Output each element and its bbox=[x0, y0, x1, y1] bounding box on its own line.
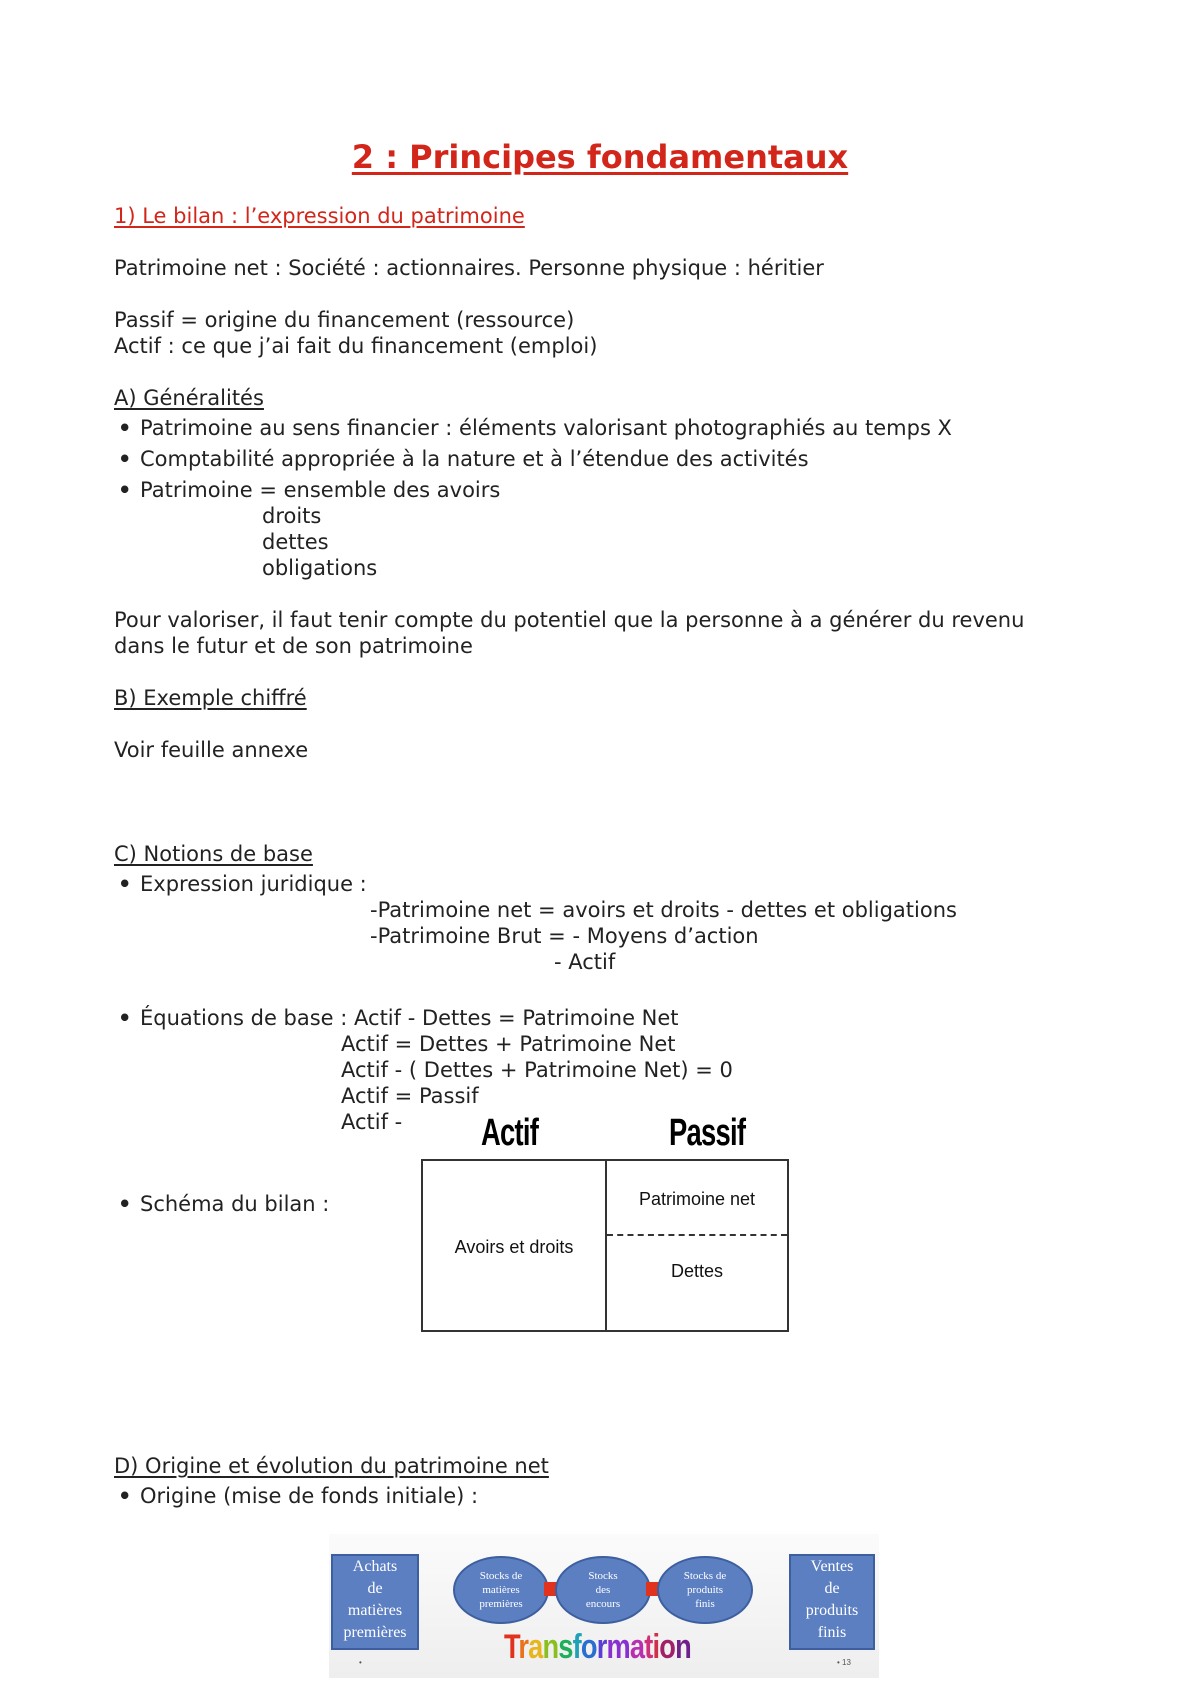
sub-item-droits: droits bbox=[262, 504, 322, 528]
list-item: • Schéma du bilan : bbox=[140, 1192, 329, 1216]
text-passif: Passif = origine du financement (ressource) bbox=[114, 308, 575, 332]
flow-ventes-box bbox=[789, 1554, 875, 1650]
flow-slide-number: • 13 bbox=[837, 1658, 851, 1667]
banner-letter: m bbox=[606, 1628, 630, 1666]
equation-line: Actif = Dettes + Patrimoine Net bbox=[341, 1032, 676, 1056]
flow-text: des bbox=[595, 1584, 611, 1596]
section-heading-bilan: 1) Le bilan : l’expression du patrimoine bbox=[114, 204, 525, 228]
list-item: • Expression juridique : bbox=[140, 872, 367, 896]
flow-text: matières bbox=[482, 1584, 520, 1596]
flow-text: produits bbox=[805, 1602, 859, 1619]
list-item: • Patrimoine = ensemble des avoirs bbox=[140, 478, 500, 502]
banner-letter: s bbox=[558, 1628, 573, 1666]
banner-letter: f bbox=[572, 1628, 581, 1666]
banner-letter: t bbox=[644, 1628, 653, 1666]
flow-stocks-matieres-oval bbox=[453, 1556, 549, 1624]
flow-text: de bbox=[367, 1580, 383, 1597]
banner-letter: r bbox=[596, 1628, 607, 1666]
heading-origine-evolution: D) Origine et évolution du patrimoine net bbox=[114, 1454, 549, 1478]
equation-line: Actif = Passif bbox=[341, 1084, 479, 1108]
slide-number-text: 13 bbox=[842, 1658, 851, 1667]
sub-item-dettes: dettes bbox=[262, 530, 329, 554]
banner-letter: i bbox=[652, 1628, 660, 1666]
banner-letter: o bbox=[659, 1628, 676, 1666]
flow-text: Stocks bbox=[588, 1570, 618, 1582]
schema-dettes: Dettes bbox=[670, 1261, 724, 1281]
heading-exemple-chiffre: B) Exemple chiffré bbox=[114, 686, 307, 710]
flow-text: de bbox=[824, 1580, 840, 1597]
schema-passif-label: Passif bbox=[669, 1112, 746, 1154]
list-item: • Patrimoine au sens financier : éléments valorisant photographiés au temps X bbox=[140, 416, 952, 440]
juridique-line: - Actif bbox=[554, 950, 616, 974]
list-item: • Origine (mise de fonds initiale) : bbox=[140, 1484, 478, 1508]
banner-letter: o bbox=[580, 1628, 597, 1666]
heading-notions-de-base: C) Notions de base bbox=[114, 842, 313, 866]
paragraph-valoriser: Pour valoriser, il faut tenir compte du potentiel que la personne à a générer du revenu bbox=[114, 608, 1025, 632]
paragraph-valoriser-cont: dans le futur et de son patrimoine bbox=[114, 634, 473, 658]
list-item: • Équations de base : Actif - Dettes = Patrimoine Net bbox=[140, 1006, 679, 1030]
flow-achats-box bbox=[331, 1554, 419, 1650]
equation-line: Actif - bbox=[341, 1110, 403, 1134]
flow-text: matières bbox=[347, 1602, 403, 1619]
flow-bullet-mark: • bbox=[359, 1658, 362, 1667]
text-actif: Actif : ce que j’ai fait du financement (emploi) bbox=[114, 334, 598, 358]
heading-generalites: A) Généralités bbox=[114, 386, 264, 410]
flow-transformation-banner bbox=[504, 1628, 691, 1667]
banner-letter: a bbox=[528, 1628, 543, 1666]
list-item: • Comptabilité appropriée à la nature et à l’étendue des activités bbox=[140, 447, 809, 471]
flow-text: encours bbox=[585, 1598, 621, 1610]
banner-letter: n bbox=[675, 1628, 691, 1666]
banner-letter: n bbox=[542, 1628, 559, 1666]
schema-avoirs-droits: Avoirs et droits bbox=[454, 1237, 574, 1257]
page-title: 2 : Principes fondamentaux bbox=[351, 138, 849, 176]
equation-line: Actif - ( Dettes + Patrimoine Net) = 0 bbox=[341, 1058, 733, 1082]
flow-text: premières bbox=[479, 1598, 523, 1610]
text-voir-annexe: Voir feuille annexe bbox=[114, 738, 309, 762]
schema-divider bbox=[605, 1161, 607, 1330]
flow-text: Achats bbox=[352, 1558, 398, 1575]
flow-text: premières bbox=[343, 1624, 407, 1641]
balance-sheet-schema bbox=[421, 1159, 789, 1332]
schema-patrimoine-net: Patrimoine net bbox=[638, 1189, 756, 1209]
schema-actif-label: Actif bbox=[481, 1112, 539, 1154]
flow-text: produits bbox=[686, 1584, 724, 1596]
sub-item-obligations: obligations bbox=[262, 556, 378, 580]
transformation-diagram bbox=[329, 1534, 879, 1678]
flow-text: Ventes bbox=[810, 1558, 854, 1575]
banner-letter: T bbox=[504, 1628, 519, 1666]
juridique-line: -Patrimoine net = avoirs et droits - dettes et obligations bbox=[370, 898, 957, 922]
flow-stocks-produits-oval bbox=[657, 1556, 753, 1624]
banner-letter: a bbox=[629, 1628, 645, 1666]
flow-text: finis bbox=[817, 1624, 847, 1641]
flow-text: Stocks de bbox=[683, 1570, 727, 1582]
juridique-line: -Patrimoine Brut = - Moyens d’action bbox=[370, 924, 759, 948]
flow-text: Stocks de bbox=[479, 1570, 523, 1582]
schema-dashed-divider bbox=[607, 1234, 787, 1236]
flow-text: finis bbox=[695, 1598, 715, 1610]
text-patrimoine-net: Patrimoine net : Société : actionnaires. Personne physique : héritier bbox=[114, 256, 824, 280]
flow-stocks-encours-oval bbox=[555, 1556, 651, 1624]
banner-letter: r bbox=[518, 1628, 529, 1666]
